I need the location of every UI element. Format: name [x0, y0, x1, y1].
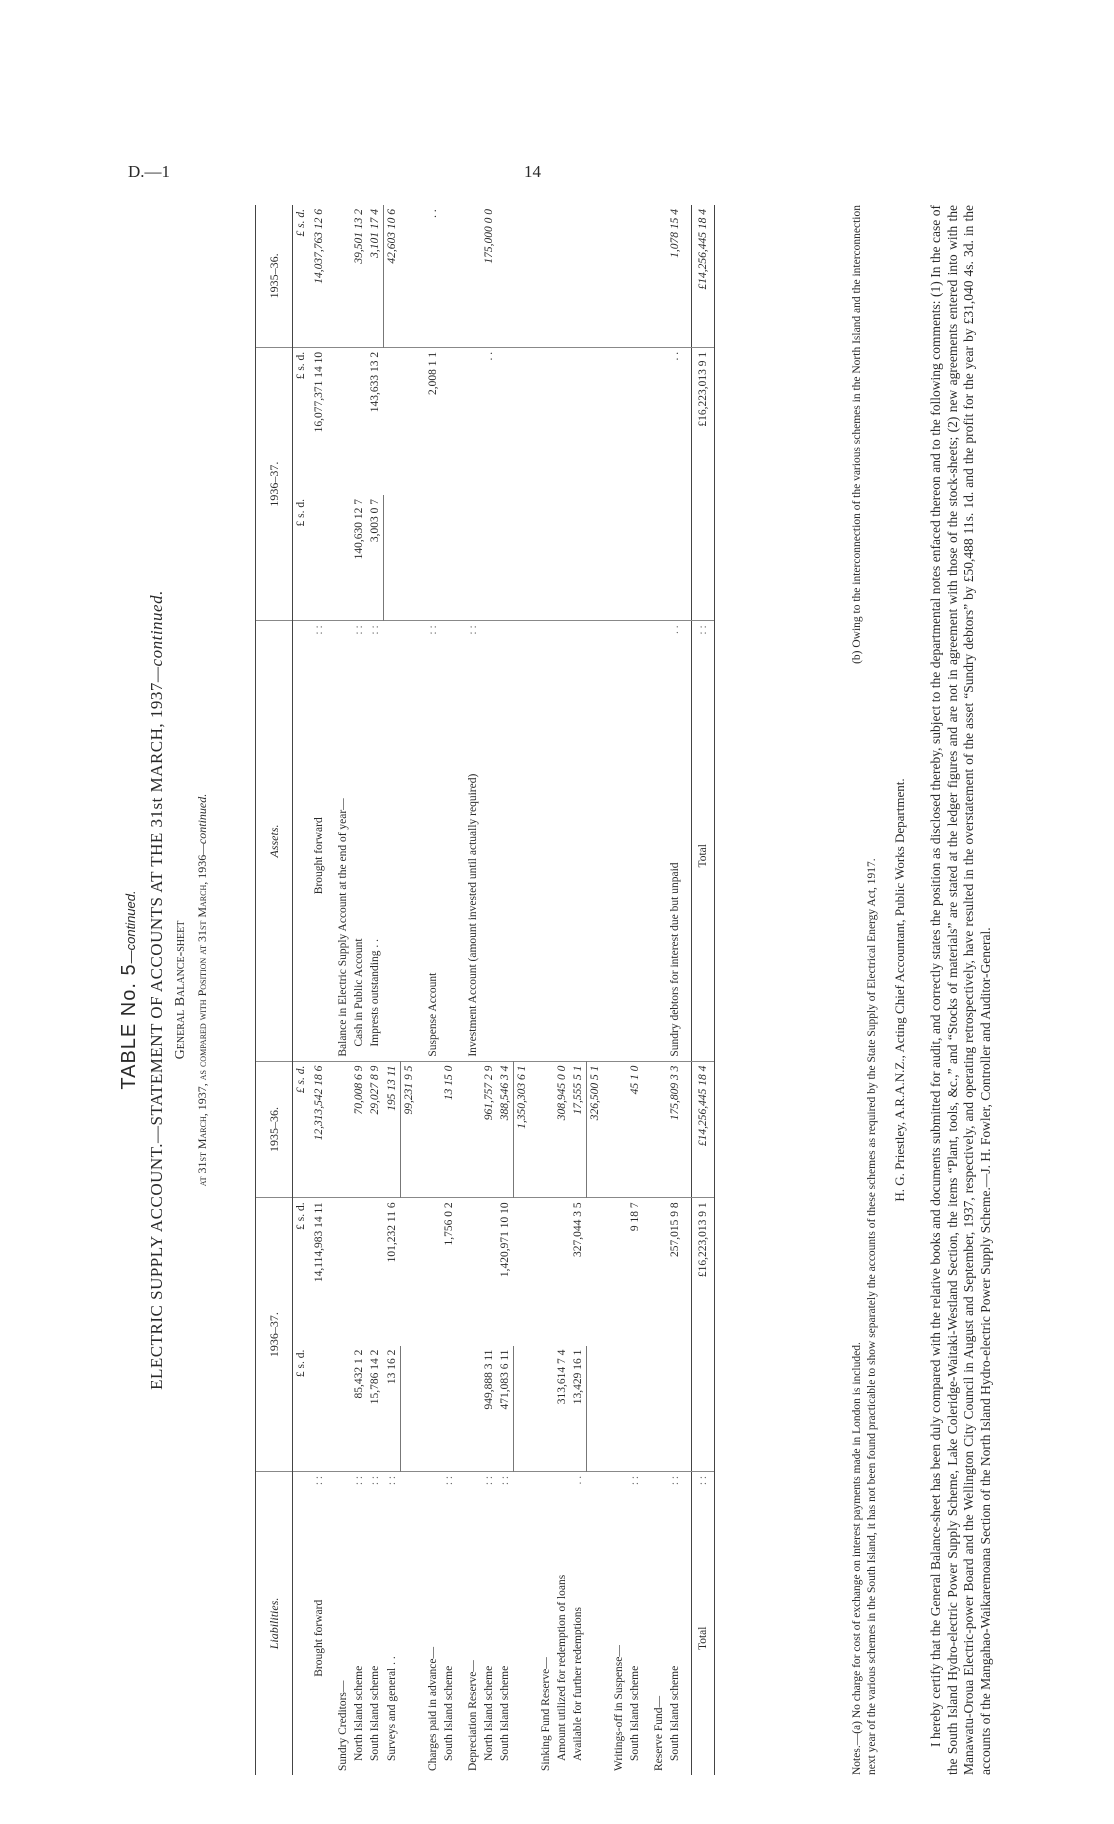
liab-1936-header: 1935–36. [256, 1061, 293, 1198]
liab-prev-value: 13 15 0 [441, 1061, 457, 1198]
sub-title: General Balance-sheet [173, 920, 188, 1060]
liab-label: Available for further redemptions [571, 1606, 584, 1761]
liab-value: 257,015 9 8 [668, 1202, 681, 1258]
table-number-cont: —continued. [123, 890, 138, 964]
asset-prev-value: 3,101 17 4 [367, 205, 384, 347]
liab-value: 14,114,983 14 11 [313, 1202, 325, 1283]
asset-value: 16,077,371 14 10 [313, 351, 325, 433]
date-title [195, 180, 210, 1800]
leader-dots: : : [353, 625, 365, 635]
liab-amount: 313,614 7 4 [554, 1346, 570, 1472]
liab-value: 327,044 3 5 [571, 1202, 584, 1258]
date-title-text: at 31st March, 1937, as compared with Position at 31st March, 1936 [195, 854, 209, 1187]
liab-label: South Island scheme [668, 1665, 681, 1761]
asset-amount: 140,630 12 7 [351, 495, 367, 621]
page-code: D.—1 [128, 162, 171, 181]
liab-label: South Island scheme [369, 1665, 381, 1761]
liab-heading: Writings-off in Suspense— [612, 1645, 625, 1771]
page-number: 14 [524, 162, 541, 181]
leader-dots: : : [385, 1475, 398, 1486]
liab-prev-value: 326,500 5 1 [586, 1061, 603, 1198]
asset-prev-value: 1,078 15 4 [667, 205, 683, 347]
liab-value: 1,420,971 10 10 [498, 1202, 511, 1278]
units-cell: £ s. d. [295, 351, 307, 380]
leader-dots: . . [571, 1475, 584, 1485]
table-row [627, 205, 643, 1775]
liab-prev-value: 195 13 11 [384, 1061, 401, 1198]
liab-label: North Island scheme [353, 1665, 365, 1761]
asset-value: . . [482, 351, 495, 361]
table-number [118, 180, 141, 1800]
asset-prev-value: 42,603 10 6 [384, 205, 401, 347]
table-row [384, 205, 401, 1775]
liab-total-value: £16,223,013 9 1 [691, 1198, 714, 1346]
asset-heading: Balance in Electric Supply Account at the end of year— [335, 621, 351, 1061]
notes-row [850, 205, 865, 1775]
liab-amount: 949,888 3 11 [481, 1346, 497, 1472]
table-row [611, 205, 627, 1775]
audit-certificate: I hereby certify that the General Balance-sheet has been duly compared with the relative books and documents submitted for audit, and correctly states the position as disclosed thereby, subject to the departmental notes enfaced thereon and to the following comments: (1) In the case of the South Island Hydro-electric Power Supply Scheme, Lake Coleridge-Waitaki-Westland Section, the items “Plant, tools, &c.,” and “Stocks of materials” are stated at the ledger figures and are not in agreement with those of the stock-sheets; (2) new agreements entered into with the Manawatu-Oroua Electric-power Board and the Wellington City Council in August and September, 1937, respectively, and operating retrospectively, have resulted in the overstatement of the asset “Sundry debtors” by £50,488 11s. 1d. and the profit for the year by £31,040 4s. 3d. in the accounts of the Mangahao-Waikaremoana Section of the North Island Hydro-electric Power Supply Scheme.—J. H. Fowler, Controller and Auditor-General. [928, 205, 993, 1775]
units-row [293, 205, 312, 1775]
leader-dots: : : [498, 1475, 511, 1486]
liab-amount: 15,786 14 2 [367, 1346, 384, 1472]
table-row [651, 205, 667, 1775]
assets-1937-header: 1936–37. [256, 347, 293, 621]
liab-amount: 13 16 2 [384, 1346, 401, 1472]
asset-label: Suspense Account [425, 651, 441, 1061]
table-row [538, 205, 554, 1775]
liab-value: 9 18 7 [628, 1202, 641, 1232]
assets-1936-header: 1935–36. [256, 205, 293, 347]
leader-dots: : : [466, 625, 479, 635]
table-row [400, 205, 417, 1775]
liab-prev-value: 99,231 9 5 [400, 1061, 417, 1198]
leader-dots: : : [628, 1475, 641, 1486]
asset-value: 143,633 13 2 [369, 351, 381, 413]
liab-total-label: Total [691, 1501, 714, 1775]
leader-dots: : : [369, 1475, 381, 1486]
liab-label: Brought forward [313, 1599, 325, 1677]
leader-dots: : : [313, 1475, 325, 1486]
asset-total-value: £16,223,013 9 1 [691, 347, 714, 495]
liab-label: Surveys and general . . [385, 1656, 398, 1761]
asset-label: Imprests outstanding . . [367, 651, 384, 1061]
table-row [497, 205, 514, 1775]
leader-dots: : : [369, 625, 381, 635]
table-row [311, 205, 327, 1775]
liab-heading: Reserve Fund— [652, 1695, 665, 1771]
asset-prev-value: 175,000 0 0 [481, 205, 497, 347]
asset-label: Brought forward [311, 651, 327, 1061]
signer: H. G. Priestley, A.R.A.N.Z., Acting Chief Accountant, Public Works Department. [892, 778, 907, 1202]
asset-value: . . [668, 351, 681, 361]
liab-value: 1,756 0 2 [442, 1202, 455, 1246]
liab-label: Amount utilized for redemption of loans [555, 1574, 568, 1761]
titles [110, 180, 210, 1800]
liab-label: South Island scheme [442, 1665, 455, 1761]
table-row [335, 205, 351, 1775]
liab-amount: 85,432 1 2 [351, 1346, 367, 1472]
balance-sheet-table [255, 205, 715, 1775]
leader-dots: : : [442, 1475, 455, 1486]
asset-label: Investment Account (amount invested until actually required) [465, 651, 497, 1061]
liab-1937-header: 1936–37. [256, 1198, 293, 1472]
total-row [691, 205, 714, 1775]
leader-dots: : : [668, 1475, 681, 1486]
asset-total-label: Total [691, 651, 714, 1061]
asset-value: 2,008 1 1 [426, 351, 439, 395]
liab-value: 101,232 11 6 [385, 1202, 398, 1263]
table-row [425, 205, 441, 1775]
liab-prev-value: 388,546 3 4 [497, 1061, 514, 1198]
table-row [554, 205, 570, 1775]
liab-label: South Island scheme [628, 1665, 641, 1761]
table-row [570, 205, 587, 1775]
rotated-balance-sheet [110, 180, 1020, 1800]
asset-amount: 3,003 0 7 [367, 495, 384, 621]
liab-prev-value: 1,350,303 6 1 [513, 1061, 530, 1198]
table-row [513, 205, 530, 1775]
asset-prev-value: 14,037,763 12 6 [311, 205, 327, 347]
liab-prev-value: 29,027 8 9 [367, 1061, 384, 1198]
leader-dots: : : [691, 1471, 714, 1501]
assets-header: Assets. [256, 621, 293, 1061]
liab-prev-value: 70,008 6 9 [351, 1061, 367, 1198]
liab-heading: Sinking Fund Reserve— [539, 1657, 552, 1771]
main-title [147, 180, 167, 1800]
liab-prev-value: 12,313,542 18 6 [311, 1061, 327, 1198]
header-row [256, 205, 293, 1775]
table-row [465, 205, 481, 1775]
date-title-cont: —continued. [195, 793, 209, 855]
asset-prev-value: . . [425, 205, 441, 347]
leader-dots: : : [313, 625, 325, 635]
leader-dots: : : [691, 621, 714, 651]
table-row [441, 205, 457, 1775]
liab-prev-value: 308,945 0 0 [554, 1061, 570, 1198]
liab-total-prev: £14,256,445 18 4 [691, 1061, 714, 1198]
liab-prev-value: 17,555 5 1 [570, 1061, 587, 1198]
liab-label: North Island scheme [482, 1665, 495, 1761]
liab-amount: 13,429 16 1 [570, 1346, 587, 1472]
table-row [586, 205, 603, 1775]
liab-prev-value: 45 1 0 [627, 1061, 643, 1198]
liab-heading: Charges paid in advance— [426, 1646, 439, 1771]
leader-dots: : : [482, 1475, 495, 1486]
main-title-cont: —continued. [147, 590, 166, 683]
main-title-text: ELECTRIC SUPPLY ACCOUNT.—STATEMENT OF ACCOUNTS AT THE 31st MARCH, 1937 [147, 682, 166, 1390]
table-row [351, 205, 367, 1775]
units-cell: £ s. d. [293, 495, 312, 621]
leader-dots: : : [426, 625, 439, 635]
liab-prev-value: 175,809 3 3 [667, 1061, 683, 1198]
units-cell: £ s. d. [293, 205, 312, 347]
liab-heading: Sundry Creditors— [337, 1680, 349, 1771]
note-a: Notes.—(a) No charge for cost of exchange on interest payments made in London is included. [851, 1342, 863, 1775]
liab-prev-value: 961,757 2 9 [481, 1061, 497, 1198]
table-number-text: TABLE No. 5 [118, 963, 140, 1090]
asset-label: Sundry debtors for interest due but unpaid [651, 651, 683, 1061]
notes [850, 205, 907, 1775]
asset-label: Cash in Public Account [351, 651, 367, 1061]
table-row [367, 205, 384, 1775]
liab-label: South Island scheme [498, 1665, 511, 1761]
liab-heading: Depreciation Reserve— [466, 1660, 479, 1771]
asset-total-prev: £14,256,445 18 4 [691, 205, 714, 347]
units-cell: £ s. d. [295, 1202, 307, 1230]
liabilities-header: Liabilities. [256, 1471, 293, 1775]
units-cell: £ s. d. [293, 1346, 312, 1472]
liab-amount: 471,083 6 11 [497, 1346, 514, 1472]
leader-dots: . . [668, 625, 681, 634]
asset-prev-value: 39,501 13 2 [351, 205, 367, 347]
leader-dots: : : [353, 1475, 365, 1486]
note-a-continuation: next year of the various schemes in the South Island, it has not been found practicable to show separately the accounts of these schemes as required by the State Supply of Electrical Energy Act, 1917. [866, 858, 878, 1775]
note-b: (b) Owing to the interconnection of the various schemes in the North Island and the interconnection [851, 205, 863, 664]
units-cell: £ s. d. [293, 1061, 312, 1198]
